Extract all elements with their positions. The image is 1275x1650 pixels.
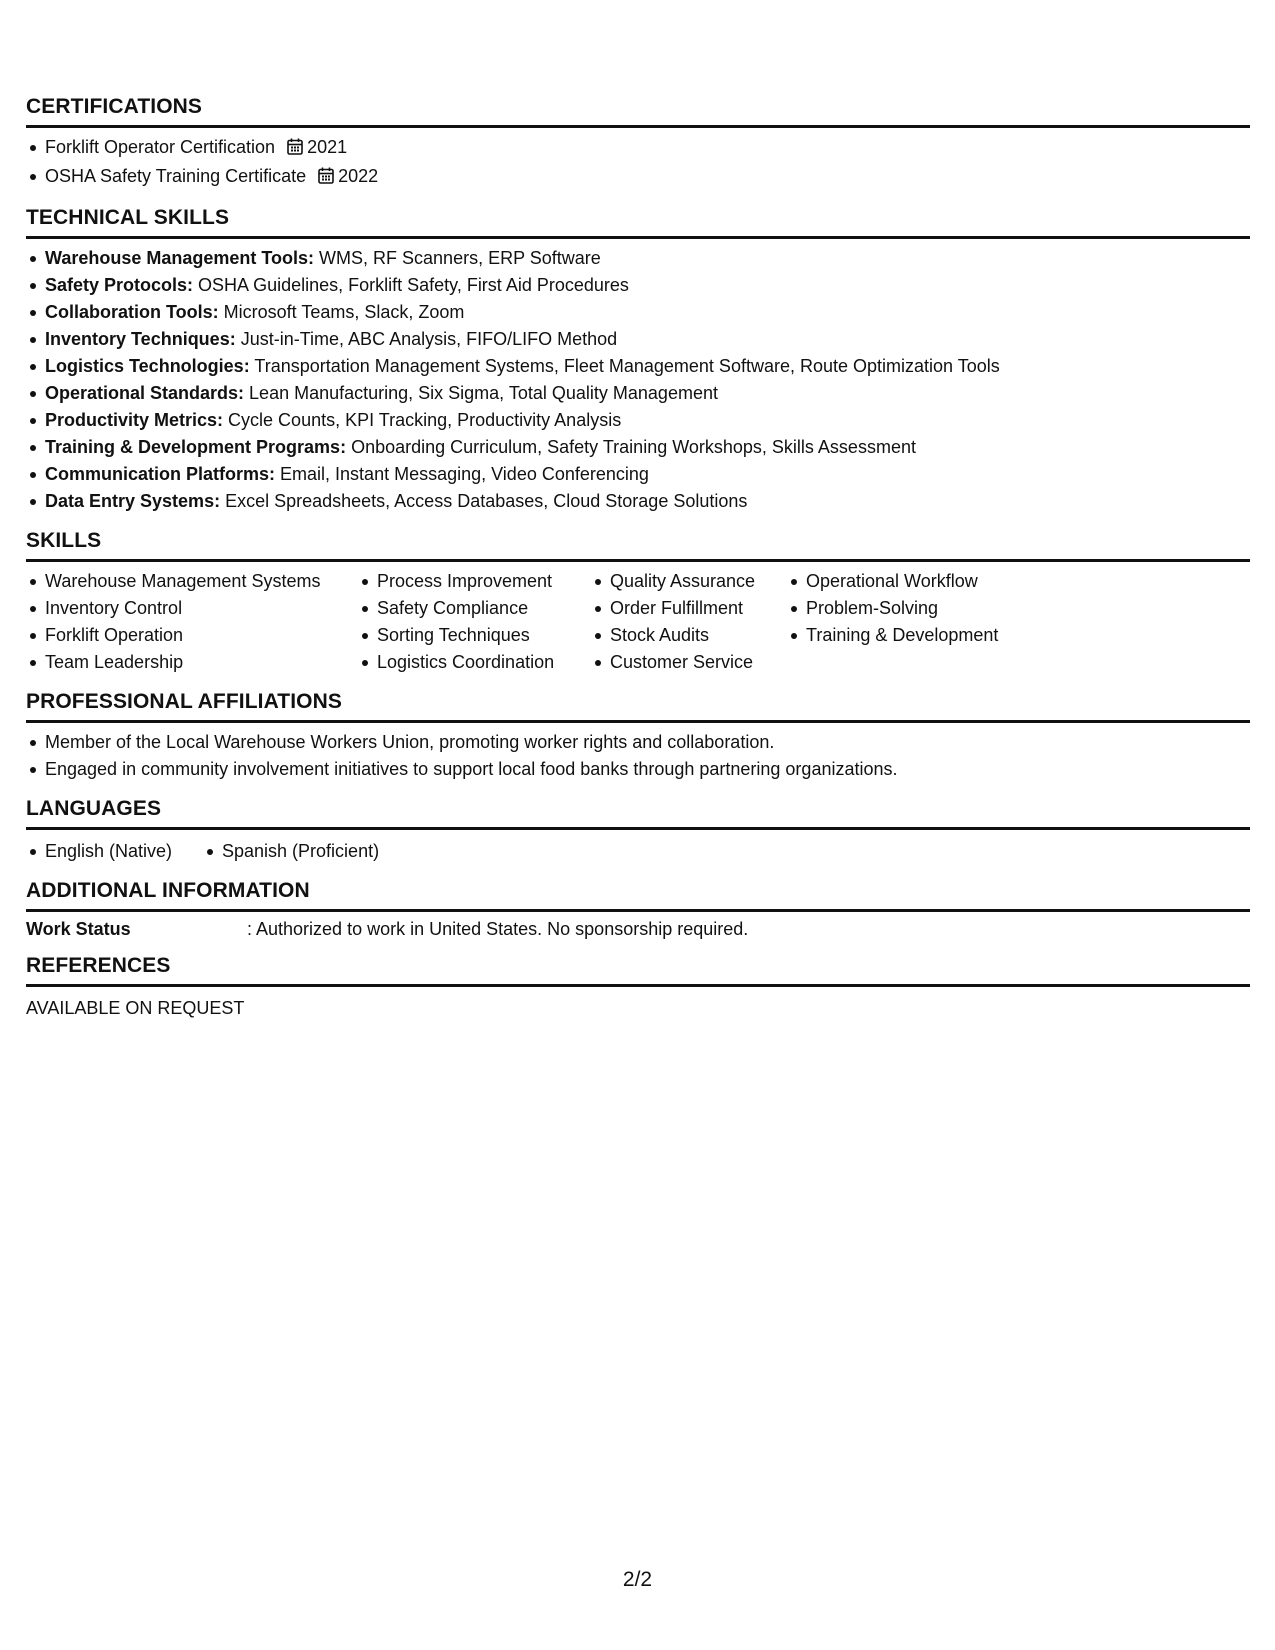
list-item: English (Native) [26, 838, 203, 865]
skill-values: Microsoft Teams, Slack, Zoom [218, 302, 465, 322]
skill-values: OSHA Guidelines, Forklift Safety, First Aid Procedures [193, 275, 629, 295]
certification-year: 2021 [307, 137, 348, 157]
skills-columns [26, 568, 1250, 676]
list-item: Warehouse Management Systems [26, 568, 358, 595]
list-item [26, 163, 1250, 192]
list-item [26, 134, 1250, 163]
list-item: Logistics Coordination [358, 649, 591, 676]
list-item: Inventory Control [26, 595, 358, 622]
skill-category: Safety Protocols: [45, 275, 194, 295]
references-text: AVAILABLE ON REQUEST [26, 998, 245, 1018]
list-item [26, 407, 1250, 434]
affiliations-list [26, 729, 1250, 783]
certifications-list [26, 134, 1250, 192]
skill-category: Collaboration Tools: [45, 302, 219, 322]
language-group [26, 838, 203, 865]
list-item: Spanish (Proficient) [203, 838, 379, 865]
section-title: CERTIFICATIONS [26, 94, 1250, 128]
list-item [26, 461, 1250, 488]
affiliations-section [26, 689, 1250, 783]
work-status-value: : Authorized to work in United States. No sponsorship required. [247, 919, 749, 939]
list-item [26, 488, 1250, 515]
section-title: LANGUAGES [26, 796, 1250, 830]
skill-category: Inventory Techniques: [45, 329, 236, 349]
list-item: Safety Compliance [358, 595, 591, 622]
list-item: Order Fulfillment [591, 595, 787, 622]
section-title: PROFESSIONAL AFFILIATIONS [26, 689, 1250, 723]
list-item: Training & Development [787, 622, 1027, 649]
list-item: Problem-Solving [787, 595, 1027, 622]
certifications-section [26, 94, 1250, 192]
certification-year: 2022 [338, 166, 379, 186]
calendar-icon [318, 165, 334, 192]
list-item: Sorting Techniques [358, 622, 591, 649]
skill-values: Email, Instant Messaging, Video Conferencing [275, 464, 649, 484]
skills-column [787, 568, 1027, 676]
skills-column [26, 568, 358, 676]
certification-name: Forklift Operator Certification [45, 137, 276, 157]
list-item [26, 326, 1250, 353]
skill-values: Lean Manufacturing, Six Sigma, Total Quality Management [244, 383, 718, 403]
resume-page [26, 94, 1250, 1022]
technical-skills-list [26, 245, 1250, 515]
section-title: SKILLS [26, 528, 1250, 562]
list-item: Forklift Operation [26, 622, 358, 649]
skill-category: Logistics Technologies: [45, 356, 250, 376]
list-item [26, 272, 1250, 299]
list-item: Process Improvement [358, 568, 591, 595]
additional-info-section [26, 878, 1250, 943]
list-item [26, 245, 1250, 272]
skill-category: Communication Platforms: [45, 464, 276, 484]
skill-values: Excel Spreadsheets, Access Databases, Cloud Storage Solutions [220, 491, 748, 511]
work-status-row [26, 916, 1250, 943]
languages-section [26, 796, 1250, 865]
list-item: Operational Workflow [787, 568, 1027, 595]
list-item [26, 353, 1250, 380]
skill-values: Onboarding Curriculum, Safety Training Workshops, Skills Assessment [346, 437, 916, 457]
list-item [26, 299, 1250, 326]
section-title: TECHNICAL SKILLS [26, 205, 1250, 239]
section-title: REFERENCES [26, 953, 1250, 987]
list-item: Stock Audits [591, 622, 787, 649]
skills-column [591, 568, 787, 676]
section-title: ADDITIONAL INFORMATION [26, 878, 1250, 912]
language-group [203, 838, 379, 865]
work-status-label: Work Status [26, 919, 131, 939]
list-item: Quality Assurance [591, 568, 787, 595]
list-item: Customer Service [591, 649, 787, 676]
list-item [26, 380, 1250, 407]
skill-values: WMS, RF Scanners, ERP Software [314, 248, 601, 268]
calendar-icon [287, 136, 303, 163]
languages-list [26, 838, 1250, 865]
page-number: 2/2 [622, 1568, 653, 1591]
references-section [26, 953, 1250, 1022]
skills-section [26, 528, 1250, 676]
skill-category: Data Entry Systems: [45, 491, 221, 511]
list-item: Team Leadership [26, 649, 358, 676]
skill-category: Training & Development Programs: [45, 437, 347, 457]
skill-category: Operational Standards: [45, 383, 245, 403]
skill-values: Cycle Counts, KPI Tracking, Productivity Analysis [223, 410, 622, 430]
skill-values: Transportation Management Systems, Fleet Management Software, Route Optimization Tools [249, 356, 1000, 376]
skill-values: Just-in-Time, ABC Analysis, FIFO/LIFO Method [235, 329, 618, 349]
technical-skills-section [26, 205, 1250, 515]
list-item [26, 434, 1250, 461]
list-item: Engaged in community involvement initiatives to support local food banks through partnering organizations. [26, 756, 1250, 783]
certification-name: OSHA Safety Training Certificate [45, 166, 307, 186]
skill-category: Warehouse Management Tools: [45, 248, 315, 268]
skills-column [358, 568, 591, 676]
skill-category: Productivity Metrics: [45, 410, 224, 430]
list-item: Member of the Local Warehouse Workers Union, promoting worker rights and collaboration. [26, 729, 1250, 756]
